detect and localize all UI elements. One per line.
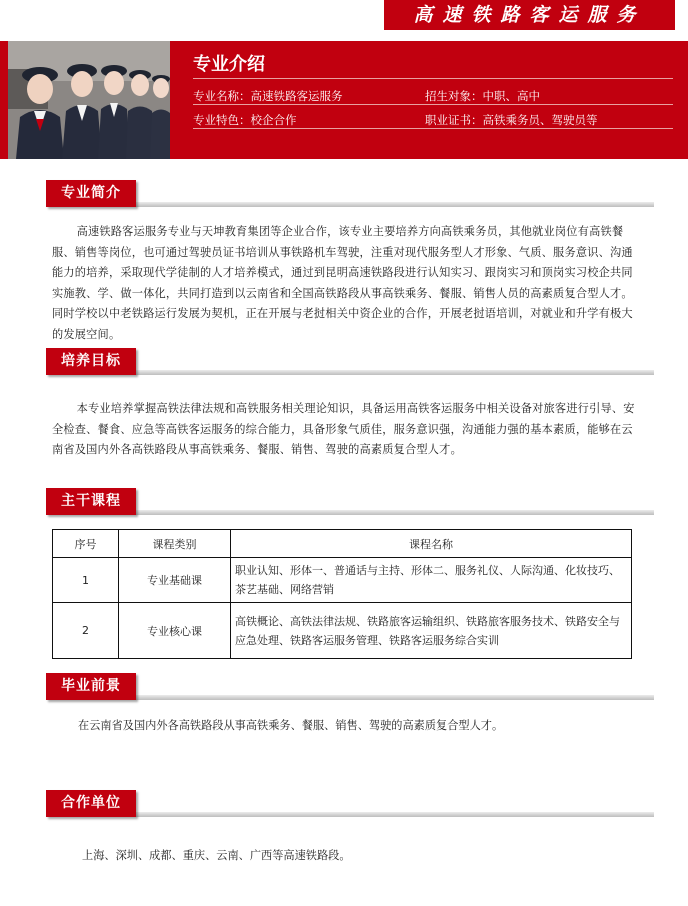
section-title: 培养目标 (46, 348, 136, 375)
section-title: 合作单位 (46, 790, 136, 817)
column-header: 序号 (53, 530, 119, 558)
prospects-text: 在云南省及国内外各高铁路段从事高铁乘务、餐服、销售、驾驶的高素质复合型人才。 (78, 719, 504, 732)
section-header-goals (46, 348, 654, 382)
course-category: 专业基础课 (119, 558, 231, 603)
intro-paragraph: 高速铁路客运服务专业与天坤教育集团等企业合作，该专业主要培养方向高铁乘务员，其他就业岗位有高铁餐服、销售等岗位，也可通过驾驶员证书培训从事铁路机车驾驶，注重对现代服务型人才形象、气质、服务意识、沟通能力的培养，采取现代学徒制的人才培养模式，通过到昆明高速铁路段进行认知实习、跟岗实习和顶岗实习校企共同实施教、学、做一体化，共同打造到以云南省和全国高铁路段从事高铁乘务、餐服、销售人员的高素质复合型人才。同时学校以中老铁路运行发展为契机，正在开展与老挝相关中资企业的合作，开展老挝语培训，对就业和升学有极大的发展空间。 (52, 225, 633, 341)
course-number: 2 (53, 603, 119, 659)
goals-paragraph: 本专业培养掌握高铁法律法规和高铁服务相关理论知识，具备运用高铁客运服务中相关设备对旅客进行引导、安全检查、餐食、应急等高铁客运服务的综合能力，具备形象气质佳，服务意识强，沟通能力强的基本素质，能够在云南省及国内外各高铁路段从事高铁乘务、餐服、销售、驾驶的高素质复合型人才。 (52, 402, 635, 456)
section-title: 主干课程 (46, 488, 136, 515)
course-category: 专业核心课 (119, 603, 231, 659)
hero-divider (193, 104, 673, 105)
course-number: 1 (53, 558, 119, 603)
table-header-row (53, 530, 632, 558)
enrollment-target: 招生对象：中职、高中 (425, 89, 540, 103)
column-header: 课程类别 (119, 530, 231, 558)
hero-header (0, 41, 688, 159)
major-feature: 专业特色：校企合作 (193, 113, 297, 127)
section-underline (50, 370, 654, 375)
hero-divider (193, 78, 673, 79)
hero-title: 专业介绍 (193, 54, 265, 75)
column-header: 课程名称 (231, 530, 632, 558)
partners-text: 上海、深圳、成都、重庆、云南、广西等高速铁路段。 (82, 849, 351, 862)
section-header-courses (46, 488, 654, 522)
hero-divider (193, 128, 673, 129)
table-row (53, 603, 632, 659)
section-underline (50, 510, 654, 515)
course-table (52, 529, 632, 659)
course-names: 职业认知、形体一、普通话与主持、形体二、服务礼仪、人际沟通、化妆技巧、茶艺基础、网络营销 (231, 558, 632, 603)
section-header-prospects (46, 673, 654, 707)
course-names: 高铁概论、高铁法律法规、铁路旅客运输组织、铁路旅客服务技术、铁路安全与应急处理、铁路客运服务管理、铁路客运服务综合实训 (231, 603, 632, 659)
section-header-intro (46, 180, 654, 214)
top-banner-title: 高速铁路客运服务 (384, 0, 675, 30)
section-underline (50, 202, 654, 207)
table-row (53, 558, 632, 603)
section-underline (50, 812, 654, 817)
section-header-partners (46, 790, 654, 824)
major-name: 专业名称：高速铁路客运服务 (193, 89, 343, 103)
staff-photo (8, 41, 170, 159)
section-underline (50, 695, 654, 700)
section-title: 毕业前景 (46, 673, 136, 700)
vocational-certificate: 职业证书：高铁乘务员、驾驶员等 (425, 113, 598, 127)
section-title: 专业简介 (46, 180, 136, 207)
